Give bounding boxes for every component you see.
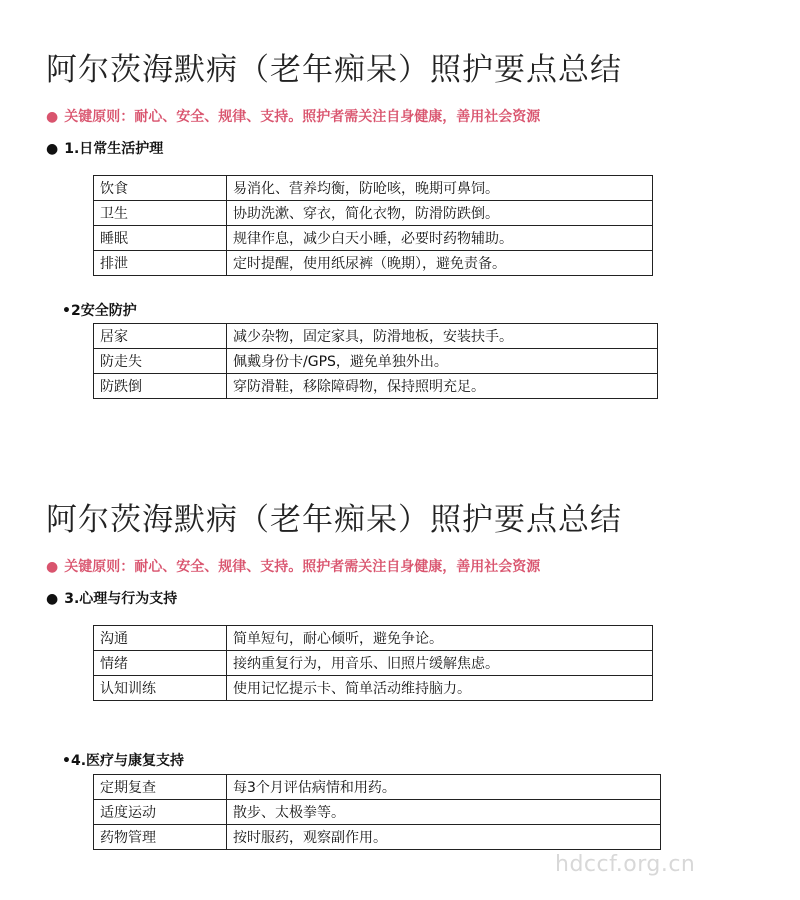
table-row [94,176,653,201]
row-value: 接纳重复行为，用音乐、旧照片缓解焦虑。 [227,651,653,676]
care-table [93,625,653,701]
table-row [94,676,653,701]
section-heading-text: 1.日常生活护理 [64,141,164,157]
row-value: 使用记忆提示卡、简单活动维持脑力。 [227,676,653,701]
row-key: 认知训练 [94,676,227,701]
row-value: 协助洗漱、穿衣，简化衣物，防滑防跌倒。 [227,201,653,226]
care-table [93,774,661,850]
row-key: 定期复查 [94,775,227,800]
row-value: 佩戴身份卡/GPS，避免单独外出。 [227,349,658,374]
key-principle [46,106,540,126]
bullet-icon: ● [46,559,59,575]
section-heading-text: •2安全防护 [62,303,137,319]
section-heading [46,138,163,158]
table-row [94,251,653,276]
key-principle [46,556,540,576]
table-row [94,825,661,850]
row-key: 饮食 [94,176,227,201]
row-key: 卫生 [94,201,227,226]
page-title: 阿尔茨海默病（老年痴呆）照护要点总结 [46,52,622,88]
table-row [94,775,661,800]
care-table [93,175,653,276]
row-value: 按时服药，观察副作用。 [227,825,661,850]
section-heading-text: 3.心理与行为支持 [64,591,178,607]
row-key: 居家 [94,324,227,349]
table-row [94,626,653,651]
row-value: 规律作息，减少白天小睡，必要时药物辅助。 [227,226,653,251]
row-value: 每3个月评估病情和用药。 [227,775,661,800]
row-key: 排泄 [94,251,227,276]
table-row [94,651,653,676]
row-key: 药物管理 [94,825,227,850]
table-row [94,800,661,825]
row-key: 防跌倒 [94,374,227,399]
care-table [93,323,658,399]
row-key: 防走失 [94,349,227,374]
table-row [94,201,653,226]
bullet-icon: ● [46,591,59,607]
section-heading [46,588,177,608]
row-key: 沟通 [94,626,227,651]
table-row [94,349,658,374]
row-value: 减少杂物，固定家具，防滑地板，安装扶手。 [227,324,658,349]
bullet-icon: ● [46,109,59,125]
row-value: 散步、太极拳等。 [227,800,661,825]
watermark: hdccf.org.cn [555,852,696,877]
row-value: 穿防滑鞋，移除障碍物，保持照明充足。 [227,374,658,399]
table-row [94,226,653,251]
row-value: 定时提醒，使用纸尿裤（晚期），避免责备。 [227,251,653,276]
row-key: 情绪 [94,651,227,676]
table-row [94,374,658,399]
section-heading [62,750,184,770]
row-value: 易消化、营养均衡，防呛咳，晚期可鼻饲。 [227,176,653,201]
row-value: 简单短句，耐心倾听，避免争论。 [227,626,653,651]
row-key: 适度运动 [94,800,227,825]
table-row [94,324,658,349]
key-principle-text: 关键原则：耐心、安全、规律、支持。照护者需关注自身健康，善用社会资源 [64,109,541,125]
page-title: 阿尔茨海默病（老年痴呆）照护要点总结 [46,502,622,538]
section-heading-text: •4.医疗与康复支持 [62,753,185,769]
bullet-icon: ● [46,141,59,157]
key-principle-text: 关键原则：耐心、安全、规律、支持。照护者需关注自身健康，善用社会资源 [64,559,541,575]
section-heading [62,300,137,320]
row-key: 睡眠 [94,226,227,251]
